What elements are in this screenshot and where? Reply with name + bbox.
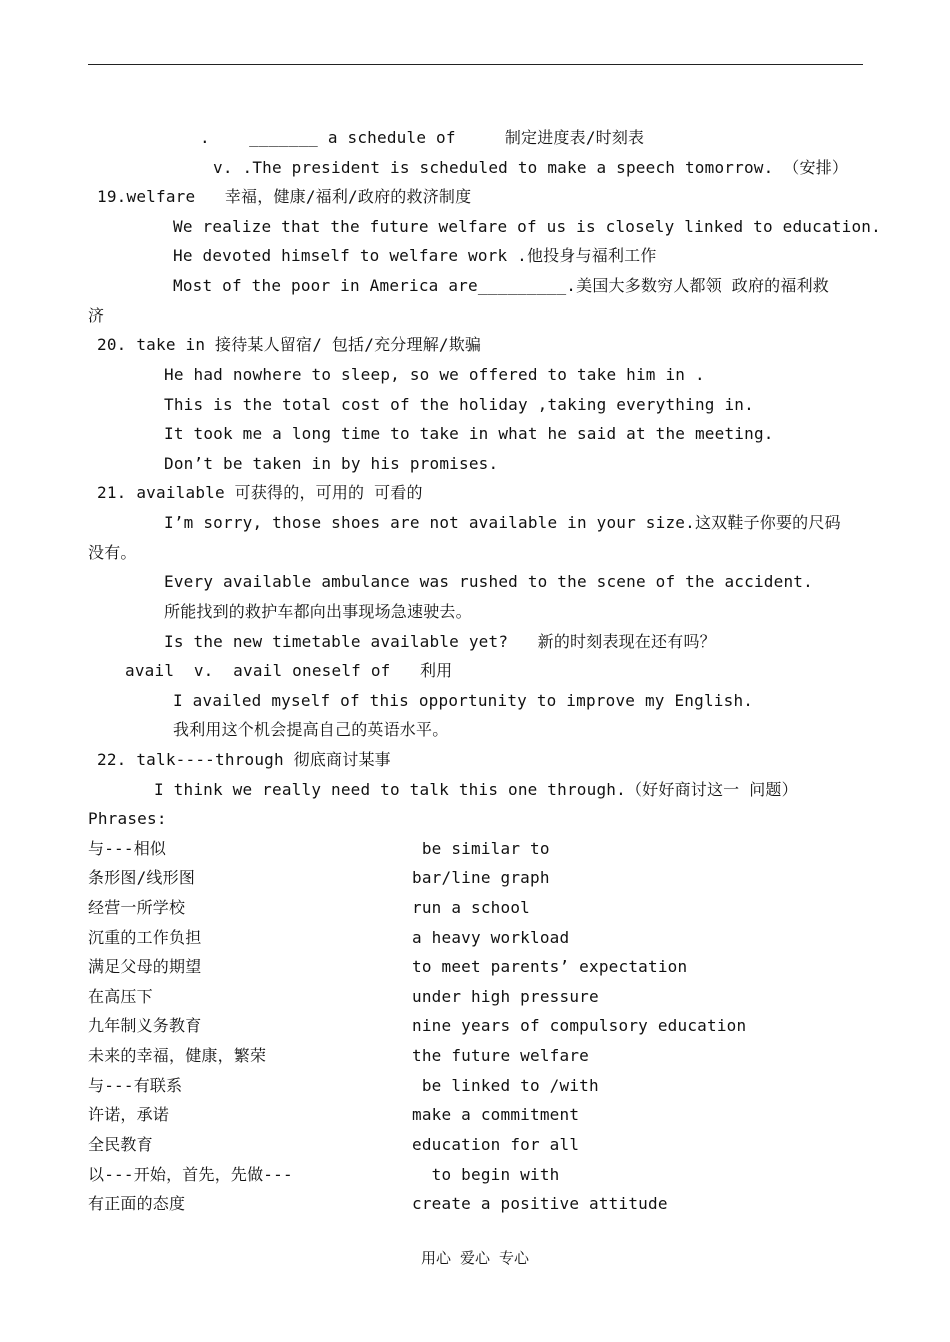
phrase-english: make a commitment [412, 1105, 580, 1124]
phrase-chinese: 在高压下 [88, 987, 153, 1006]
phrase-chinese: 经营一所学校 [88, 898, 186, 917]
phrase-english: create a positive attitude [412, 1194, 668, 1213]
phrase-english: run a school [412, 898, 530, 917]
text-line: 19.welfare 幸福，健康/福利/政府的救济制度 [97, 187, 472, 206]
phrase-chinese: 有正面的态度 [88, 1194, 186, 1213]
text-line: I’m sorry, those shoes are not available in your size.这双鞋子你要的尺码 [164, 513, 841, 532]
phrase-chinese: 条形图/线形图 [88, 868, 196, 887]
text-line: avail v. avail oneself of 利用 [125, 661, 453, 680]
phrase-chinese: 全民教育 [88, 1135, 153, 1154]
phrase-english: be similar to [412, 839, 550, 858]
text-line: Every available ambulance was rushed to the scene of the accident. [164, 572, 813, 591]
phrase-english: a heavy workload [412, 928, 570, 947]
page-footer: 用心 爱心 专心 [420, 1249, 530, 1267]
phrases-heading: Phrases: [88, 809, 167, 828]
phrase-english: the future welfare [412, 1046, 589, 1065]
text-line: This is the total cost of the holiday ,taking everything in. [164, 395, 754, 414]
header-rule [88, 64, 863, 65]
text-line: 21. available 可获得的，可用的 可看的 [97, 483, 423, 502]
phrase-english: to begin with [412, 1165, 560, 1184]
phrase-chinese: 九年制义务教育 [88, 1016, 202, 1035]
phrase-chinese: 未来的幸福，健康，繁荣 [88, 1046, 267, 1065]
phrase-chinese: 与---相似 [88, 839, 167, 858]
phrase-english: under high pressure [412, 987, 599, 1006]
text-line: He had nowhere to sleep, so we offered to take him in . [164, 365, 705, 384]
phrase-chinese: 满足父母的期望 [88, 957, 202, 976]
phrase-english: be linked to /with [412, 1076, 599, 1095]
text-line: Most of the poor in America are_________.美国大多数穷人都领 政府的福利救 [173, 276, 829, 295]
phrase-english: to meet parents’ expectation [412, 957, 688, 976]
text-line: 20. take in 接待某人留宿/ 包括/充分理解/欺骗 [97, 335, 482, 354]
text-line: 济 [88, 306, 105, 325]
text-line: He devoted himself to welfare work .他投身与福利工作 [173, 246, 657, 265]
phrase-english: bar/line graph [412, 868, 550, 887]
text-line: 没有。 [88, 543, 137, 562]
text-line: I availed myself of this opportunity to improve my English. [173, 691, 754, 710]
phrase-chinese: 沉重的工作负担 [88, 928, 202, 947]
phrase-english: education for all [412, 1135, 580, 1154]
text-line: Don’t be taken in by his promises. [164, 454, 499, 473]
text-line: Is the new timetable available yet? 新的时刻表现在还有吗？ [164, 632, 716, 651]
text-line: 所能找到的救护车都向出事现场急速驶去。 [164, 602, 472, 621]
phrase-chinese: 以---开始，首先，先做--- [88, 1165, 293, 1184]
text-line: I think we really need to talk this one through.（好好商讨这一 问题） [154, 780, 798, 799]
phrase-chinese: 许诺，承诺 [88, 1105, 170, 1124]
text-line: We realize that the future welfare of us is closely linked to education. [173, 217, 881, 236]
text-line: It took me a long time to take in what he said at the meeting. [164, 424, 774, 443]
phrase-english: nine years of compulsory education [412, 1016, 747, 1035]
text-line: 我利用这个机会提高自己的英语水平。 [173, 720, 449, 739]
text-line: v. .The president is scheduled to make a speech tomorrow. （安排） [213, 158, 849, 177]
text-line: 22. talk----through 彻底商讨某事 [97, 750, 391, 769]
text-line: . _______ a schedule of 制定进度表/时刻表 [200, 128, 645, 147]
phrase-chinese: 与---有联系 [88, 1076, 183, 1095]
